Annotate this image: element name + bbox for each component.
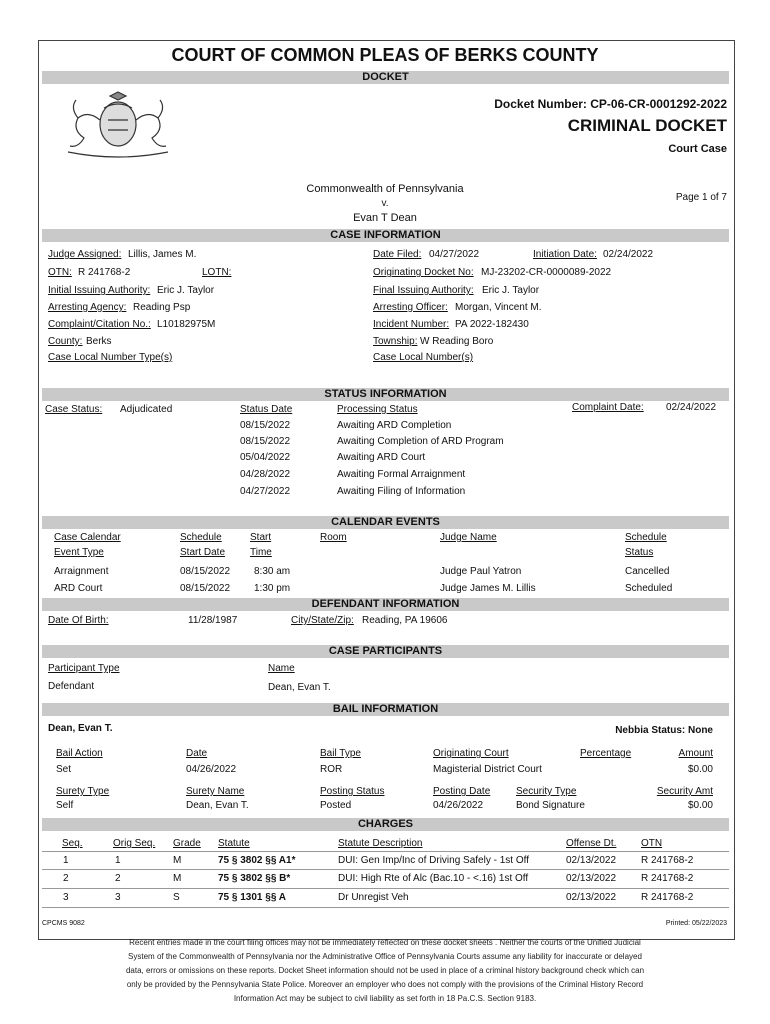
- disclaimer-line: data, errors or omissions on these reports. Docket Sheet information should not be used in place of a criminal history background check which can: [125, 966, 645, 975]
- township-label: Township:: [373, 336, 418, 347]
- cal-start-time: 8:30 am: [254, 566, 291, 577]
- final-issuing-value: Eric J. Taylor: [482, 285, 540, 296]
- cal-type-header-1: Case Calendar: [54, 532, 121, 543]
- bail-amount: $0.00: [687, 764, 713, 775]
- surety-name-header: Surety Name: [186, 786, 245, 797]
- initial-issuing-label: Initial Issuing Authority:: [48, 285, 151, 296]
- participant-name: Dean, Evan T.: [268, 682, 331, 693]
- status-information-bar: STATUS INFORMATION: [42, 388, 729, 401]
- cal-judge: Judge Paul Yatron: [440, 566, 522, 577]
- charge-divider: [42, 869, 729, 870]
- caption-defendant: Evan T Dean: [353, 212, 417, 224]
- status-text: Awaiting Formal Arraignment: [337, 469, 466, 480]
- initial-issuing-value: Eric J. Taylor: [157, 285, 215, 296]
- participant-name-header: Name: [268, 663, 295, 674]
- dob-value: 11/28/1987: [188, 615, 238, 626]
- form-id: CPCMS 9082: [42, 920, 85, 927]
- surety-type-header: Surety Type: [56, 786, 110, 797]
- posting-date-header: Posting Date: [433, 786, 491, 797]
- charge-seq: 3: [63, 892, 69, 903]
- pennsylvania-seal-icon: [48, 90, 188, 165]
- status-date: 04/27/2022: [240, 486, 291, 497]
- otn-label: OTN:: [48, 267, 72, 278]
- cal-event-type: ARD Court: [54, 583, 103, 594]
- charge-seq-header: Seq.: [62, 838, 83, 849]
- court-title: COURT OF COMMON PLEAS OF BERKS COUNTY: [171, 45, 599, 65]
- date-filed-label: Date Filed:: [373, 249, 422, 260]
- case-participants-bar: CASE PARTICIPANTS: [42, 645, 729, 658]
- dob-label: Date Of Birth:: [48, 615, 109, 626]
- charge-otn: R 241768-2: [641, 892, 694, 903]
- cal-start-header-2: Time: [250, 547, 272, 558]
- cal-sched-header-2: Start Date: [180, 547, 226, 558]
- city-state-zip-value: Reading, PA 19606: [362, 615, 448, 626]
- processing-status-header: Processing Status: [337, 404, 418, 415]
- security-type-header: Security Type: [516, 786, 577, 797]
- charge-otn: R 241768-2: [641, 873, 694, 884]
- arresting-officer-label: Arresting Officer:: [373, 302, 448, 313]
- status-text: Awaiting Filing of Information: [337, 486, 466, 497]
- charge-description: Dr Unregist Veh: [338, 892, 409, 903]
- cal-judge-header: Judge Name: [440, 532, 497, 543]
- complaint-date-label: Complaint Date:: [572, 402, 644, 413]
- case-information-bar: CASE INFORMATION: [42, 229, 729, 242]
- complaint-label: Complaint/Citation No.:: [48, 319, 151, 330]
- originating-court: Magisterial District Court: [433, 764, 542, 775]
- charge-orig-seq: 2: [115, 873, 121, 884]
- local-numbers-label: Case Local Number(s): [373, 352, 474, 363]
- caption-plaintiff: Commonwealth of Pennsylvania: [306, 183, 464, 195]
- court-case-label: Court Case: [668, 143, 727, 155]
- charge-offense-date: 02/13/2022: [566, 855, 617, 866]
- cal-status-header-1: Schedule: [625, 532, 667, 543]
- originating-docket-value: MJ-23202-CR-0000089-2022: [481, 267, 612, 278]
- bail-date-header: Date: [186, 748, 208, 759]
- local-number-type-label: Case Local Number Type(s): [48, 352, 173, 363]
- status-text: Awaiting ARD Completion: [337, 420, 452, 431]
- charge-statute: 75 § 1301 §§ A: [218, 892, 287, 903]
- surety-type: Self: [56, 800, 74, 811]
- case-status-label: Case Status:: [45, 404, 103, 415]
- complaint-value: L10182975M: [157, 319, 216, 330]
- incident-number-label: Incident Number:: [373, 319, 450, 330]
- final-issuing-label: Final Issuing Authority:: [373, 285, 474, 296]
- incident-number-value: PA 2022-182430: [455, 319, 529, 330]
- security-amt: $0.00: [687, 800, 713, 811]
- charge-grade: M: [173, 873, 182, 884]
- bail-type-header: Bail Type: [320, 748, 361, 759]
- docket-bar: DOCKET: [42, 71, 729, 84]
- cal-room-header: Room: [320, 532, 347, 543]
- disclaimer-line: Information Act may be subject to civil liability as set forth in 18 Pa.C.S. Section 9183.: [233, 994, 537, 1003]
- docket-number: Docket Number: CP-06-CR-0001292-2022: [494, 97, 727, 111]
- charge-grade-header: Grade: [173, 838, 201, 849]
- initiation-date-label: Initiation Date:: [533, 249, 597, 260]
- initiation-date-value: 02/24/2022: [603, 249, 654, 260]
- bail-defendant-name: Dean, Evan T.: [48, 723, 113, 734]
- percentage-header: Percentage: [580, 748, 632, 759]
- cal-status: Cancelled: [625, 566, 670, 577]
- cal-start-time: 1:30 pm: [254, 583, 291, 594]
- charge-orig-seq-header: Orig Seq.: [113, 838, 156, 849]
- cal-type-header-2: Event Type: [54, 547, 104, 558]
- disclaimer-line: System of the Commonwealth of Pennsylvania nor the Administrative Office of Pennsylvania Courts assume any liability for inaccurate or delayed: [128, 952, 642, 961]
- cal-start-date: 08/15/2022: [180, 583, 231, 594]
- security-type: Bond Signature: [516, 800, 585, 811]
- charge-offense-date: 02/13/2022: [566, 873, 617, 884]
- charge-description: DUI: Gen Imp/Inc of Driving Safely - 1st Off: [338, 855, 529, 866]
- posting-status-header: Posting Status: [320, 786, 385, 797]
- county-label: County:: [48, 336, 83, 347]
- otn-value: R 241768-2: [78, 267, 131, 278]
- cal-start-date: 08/15/2022: [180, 566, 231, 577]
- disclaimer-line: only be provided by the Pennsylvania State Police. Moreover an employer who does not comply with the provisions of the Criminal History Record: [126, 980, 644, 989]
- page-indicator: Page 1 of 7: [675, 192, 727, 203]
- surety-name: Dean, Evan T.: [186, 800, 249, 811]
- nebbia-status: Nebbia Status: None: [615, 725, 713, 736]
- bail-information-bar: BAIL INFORMATION: [42, 703, 729, 716]
- charge-grade: M: [173, 855, 182, 866]
- status-date: 05/04/2022: [240, 452, 291, 463]
- originating-docket-label: Originating Docket No:: [373, 267, 474, 278]
- charge-description: DUI: High Rte of Alc (Bac.10 - <.16) 1st Off: [338, 873, 529, 884]
- posting-date: 04/26/2022: [433, 800, 484, 811]
- amount-header: Amount: [678, 748, 713, 759]
- status-text: Awaiting ARD Court: [337, 452, 426, 463]
- charge-grade: S: [173, 892, 180, 903]
- charge-orig-seq: 1: [115, 855, 121, 866]
- status-date: 08/15/2022: [240, 420, 291, 431]
- charge-divider: [42, 888, 729, 889]
- city-state-zip-label: City/State/Zip:: [291, 615, 354, 626]
- cal-sched-header-1: Schedule: [180, 532, 222, 543]
- participant-type: Defendant: [48, 681, 95, 692]
- participant-type-header: Participant Type: [48, 663, 120, 674]
- status-date: 08/15/2022: [240, 436, 291, 447]
- charge-statute-header: Statute: [218, 838, 250, 849]
- status-date: 04/28/2022: [240, 469, 291, 480]
- charge-orig-seq: 3: [115, 892, 121, 903]
- date-filed-value: 04/27/2022: [429, 249, 480, 260]
- bail-action-header: Bail Action: [56, 748, 103, 759]
- bail-type: ROR: [320, 764, 343, 775]
- bail-action: Set: [56, 764, 72, 775]
- defendant-information-bar: DEFENDANT INFORMATION: [42, 598, 729, 611]
- security-amt-header: Security Amt: [656, 786, 713, 797]
- cal-event-type: Arraignment: [54, 566, 109, 577]
- case-status-value: Adjudicated: [120, 404, 173, 415]
- caption-v: v.: [381, 198, 389, 209]
- judge-label: Judge Assigned:: [48, 249, 122, 260]
- lotn-label: LOTN:: [202, 267, 232, 278]
- disclaimer-line: Recent entries made in the court filing offices may not be immediately reflected on these docket sheets . Neither the courts of the Unified Judicial: [129, 938, 641, 947]
- charge-seq: 1: [63, 855, 69, 866]
- status-text: Awaiting Completion of ARD Program: [337, 436, 504, 447]
- charge-otn: R 241768-2: [641, 855, 694, 866]
- cal-status-header-2: Status: [625, 547, 654, 558]
- charges-bar: CHARGES: [42, 818, 729, 831]
- arresting-officer-value: Morgan, Vincent M.: [455, 302, 542, 313]
- bail-date: 04/26/2022: [186, 764, 237, 775]
- docket-type: CRIMINAL DOCKET: [567, 116, 727, 135]
- posting-status: Posted: [320, 800, 352, 811]
- charge-divider: [42, 907, 729, 908]
- status-date-header: Status Date: [240, 404, 293, 415]
- county-value: Berks: [86, 336, 112, 347]
- township-value: W Reading Boro: [420, 336, 494, 347]
- charge-statute: 75 § 3802 §§ B*: [218, 873, 291, 884]
- printed-date: Printed: 05/22/2023: [665, 920, 727, 927]
- charge-offense-date: 02/13/2022: [566, 892, 617, 903]
- arresting-agency-value: Reading Psp: [133, 302, 191, 313]
- charge-description-header: Statute Description: [338, 838, 423, 849]
- cal-start-header-1: Start: [250, 532, 272, 543]
- arresting-agency-label: Arresting Agency:: [48, 302, 127, 313]
- cal-status: Scheduled: [625, 583, 673, 594]
- charge-statute: 75 § 3802 §§ A1*: [218, 855, 296, 866]
- charge-seq: 2: [63, 873, 69, 884]
- complaint-date-value: 02/24/2022: [666, 402, 717, 413]
- charge-divider: [42, 851, 729, 852]
- charge-otn-header: OTN: [641, 838, 663, 849]
- charge-offense-date-header: Offense Dt.: [566, 838, 617, 849]
- judge-value: Lillis, James M.: [128, 249, 197, 260]
- originating-court-header: Originating Court: [433, 748, 509, 759]
- calendar-events-bar: CALENDAR EVENTS: [42, 516, 729, 529]
- cal-judge: Judge James M. Lillis: [440, 583, 536, 594]
